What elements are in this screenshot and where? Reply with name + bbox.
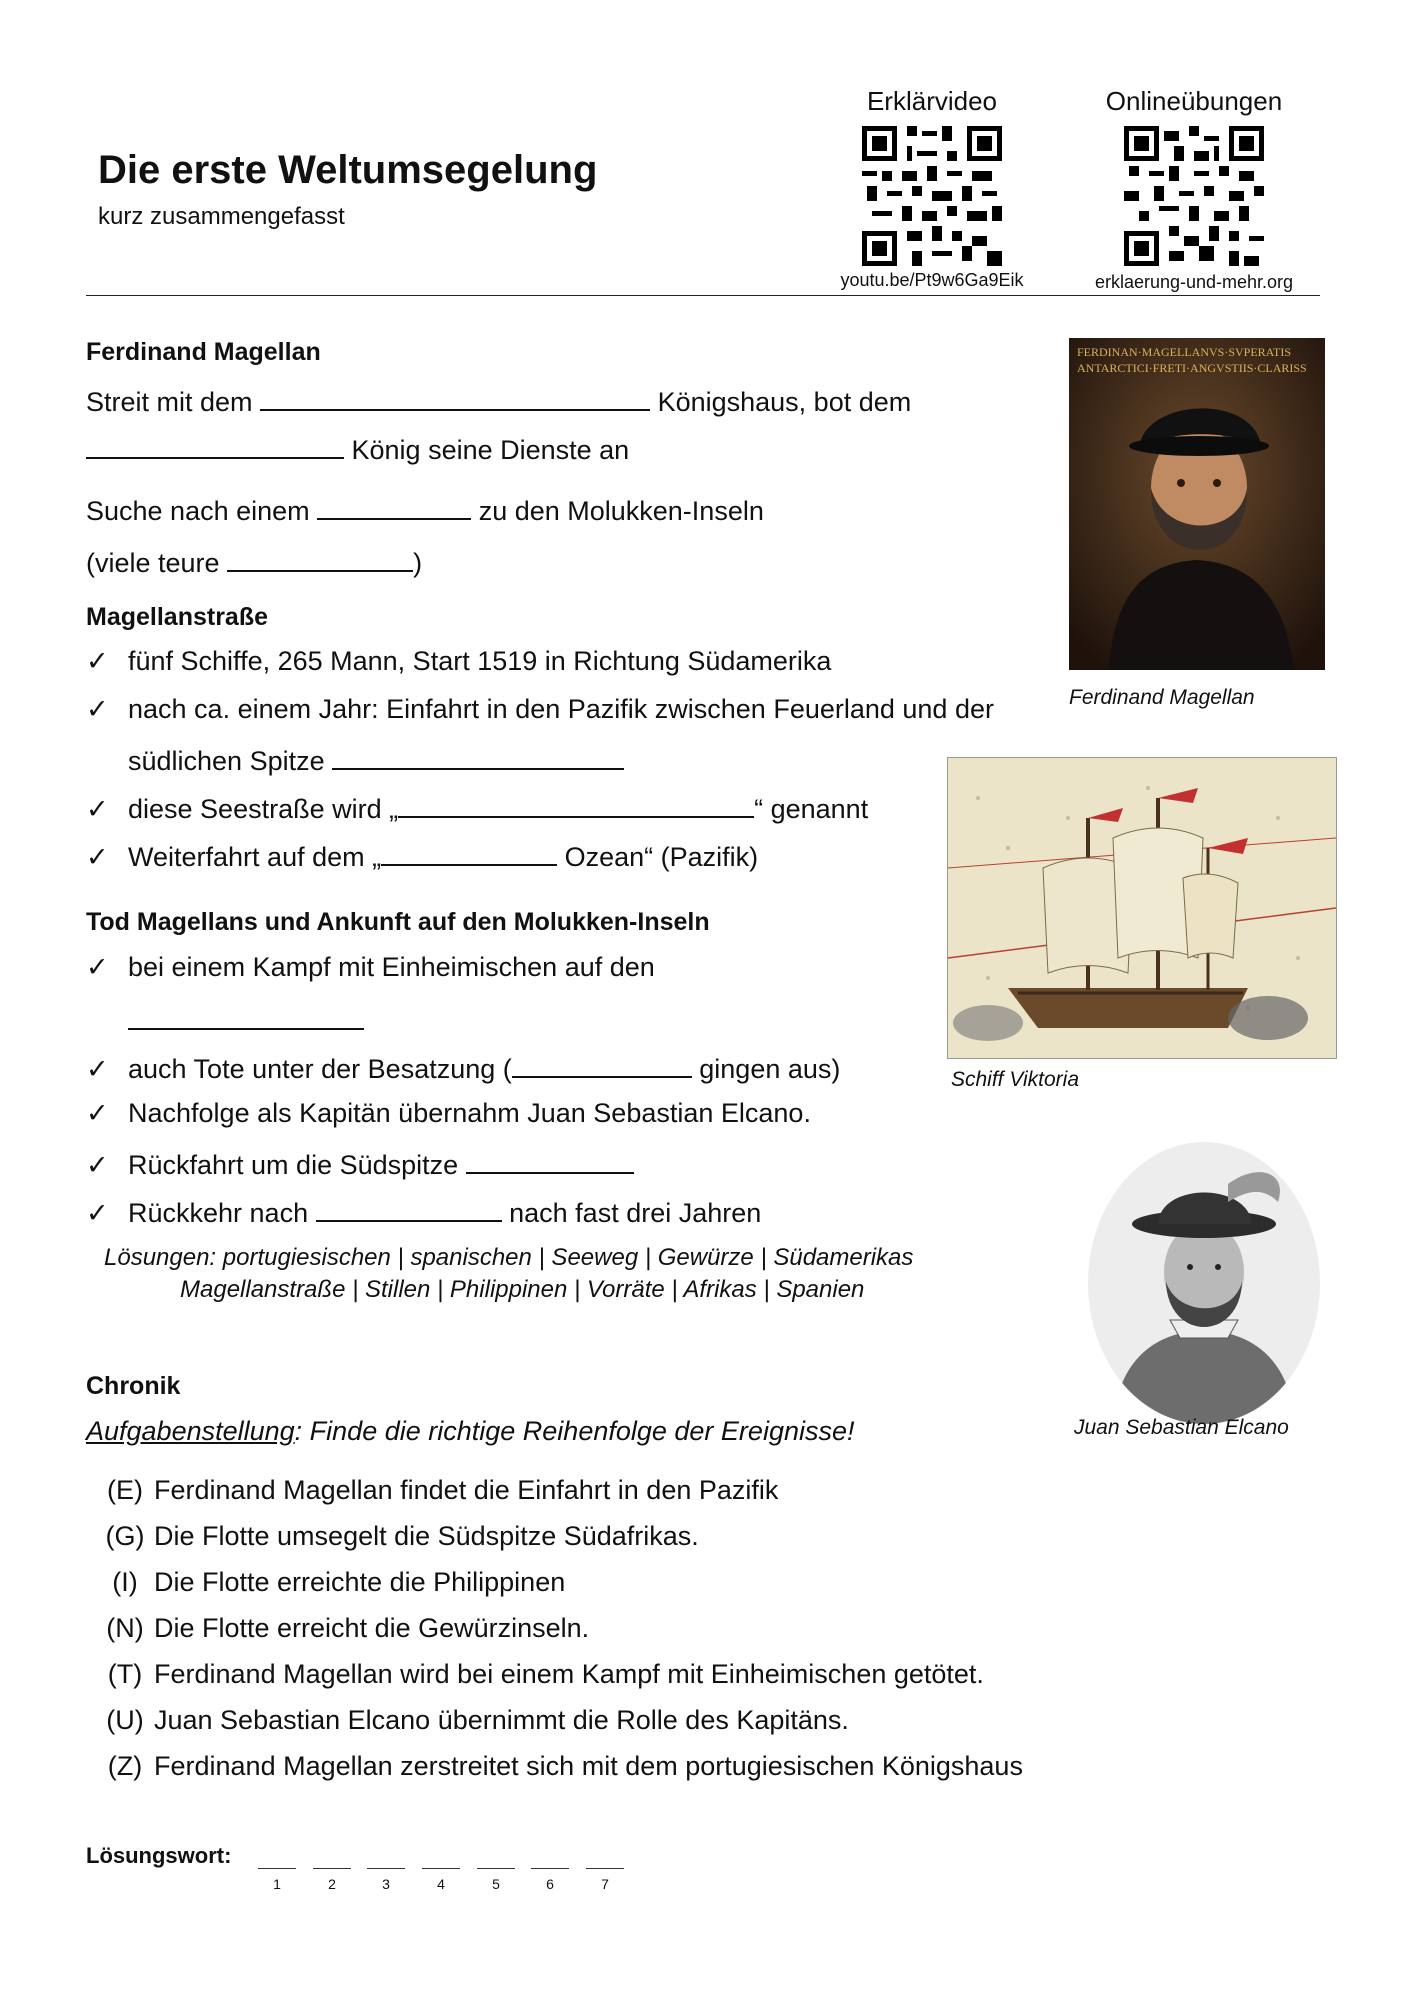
magellan-line-1: Streit mit dem Königshaus, bot dem (86, 387, 912, 417)
section-heading-magellan: Ferdinand Magellan (86, 338, 321, 366)
list-item: ✓ fünf Schiffe, 265 Mann, Start 1519 in Richtung Südamerika (86, 646, 832, 676)
solution-slot[interactable] (422, 1868, 460, 1869)
blank-field[interactable] (260, 385, 650, 411)
magellan-line-4: (viele teure ) (86, 548, 423, 578)
list-item-continuation (128, 1004, 364, 1035)
slot-number: 6 (546, 1876, 554, 1892)
portrait-inscription-2: ANTARCTICI·FRETI·ANGVSTIIS·CLARISS (1077, 361, 1307, 375)
solutions-line-2: Magellanstraße | Stillen | Philippinen | Vorräte | Afrikas | Spanien (180, 1276, 865, 1303)
qr-video-label: Erklärvideo (866, 86, 998, 116)
section-heading-chronik: Chronik (86, 1372, 181, 1400)
solution-word-label: Lösungswort: (86, 1843, 232, 1868)
checkmark-icon: ✓ (86, 794, 109, 824)
list-item: ✓ Rückfahrt um die Südspitze (86, 1148, 634, 1179)
blank-field[interactable] (317, 494, 471, 520)
list-item: ✓ bei einem Kampf mit Einheimischen auf den (86, 952, 655, 982)
page-subtitle: kurz zusammengefasst (98, 203, 345, 230)
solution-slot[interactable] (313, 1868, 351, 1869)
checkmark-icon: ✓ (86, 646, 109, 676)
event-item[interactable]: (U) Juan Sebastian Elcano übernimmt die Rolle des Kapitäns. (106, 1705, 849, 1735)
portrait-inscription-1: FERDINAN·MAGELLANVS·SVPERATIS (1077, 345, 1292, 359)
qr-exercise-label: Onlineübungen (1105, 86, 1283, 116)
blank-field[interactable] (512, 1052, 692, 1078)
caption-elcano: Juan Sebastian Elcano (1074, 1416, 1289, 1439)
list-item: ✓ auch Tote unter der Besatzung ( gingen aus) (86, 1054, 841, 1084)
slot-number: 1 (273, 1876, 281, 1892)
elcano-portrait (1088, 1142, 1320, 1424)
solution-slot[interactable] (477, 1868, 515, 1869)
caption-ship: Schiff Viktoria (951, 1068, 1079, 1091)
list-item: ✓ diese Seestraße wird „ “ genannt (86, 794, 869, 824)
ship-viktoria-image (947, 757, 1337, 1059)
solutions-line-1: Lösungen: portugiesischen | spanischen | Seeweg | Gewürze | Südamerikas (104, 1244, 914, 1271)
event-item[interactable]: (Z) Ferdinand Magellan zerstreitet sich mit dem portugiesischen Königshaus (107, 1751, 1023, 1781)
section-heading-death: Tod Magellans und Ankunft auf den Molukken-Inseln (86, 908, 710, 936)
solution-slot[interactable] (586, 1868, 624, 1869)
qr-code-exercise-icon[interactable] (1124, 126, 1264, 266)
checkmark-icon: ✓ (86, 1150, 109, 1180)
slot-number: 7 (601, 1876, 609, 1892)
list-item-continuation: südlichen Spitze (128, 744, 624, 775)
caption-magellan: Ferdinand Magellan (1069, 686, 1255, 709)
event-item[interactable]: (T) Ferdinand Magellan wird bei einem Kampf mit Einheimischen getötet. (107, 1659, 984, 1689)
list-item: ✓ nach ca. einem Jahr: Einfahrt in den Pazifik zwischen Feuerland und der (86, 694, 994, 724)
checkmark-icon: ✓ (86, 842, 109, 872)
slot-number: 5 (492, 1876, 500, 1892)
checkmark-icon: ✓ (86, 694, 109, 724)
list-item: ✓ Nachfolge als Kapitän übernahm Juan Sebastian Elcano. (86, 1098, 811, 1128)
ship-illustration (948, 758, 1336, 1058)
task-instruction: Aufgabenstellung: Finde die richtige Reihenfolge der Ereignisse! (86, 1416, 855, 1446)
blank-field[interactable] (128, 1004, 364, 1030)
slot-number: 2 (328, 1876, 336, 1892)
magellan-line-3: Suche nach einem zu den Molukken-Inseln (86, 496, 764, 526)
blank-field[interactable] (466, 1148, 634, 1174)
blank-field[interactable] (316, 1196, 502, 1222)
list-item: ✓ Weiterfahrt auf dem „ Ozean“ (Pazifik) (86, 842, 759, 872)
list-item: ✓ Rückkehr nach nach fast drei Jahren (86, 1198, 762, 1228)
page-title: Die erste Weltumsegelung (98, 148, 598, 192)
blank-field[interactable] (381, 840, 557, 866)
checkmark-icon: ✓ (86, 952, 109, 982)
solution-slot[interactable] (367, 1868, 405, 1869)
event-item[interactable]: (I) Die Flotte erreichte die Philippinen (112, 1567, 566, 1597)
magellan-portrait (1069, 338, 1325, 670)
elcano-portrait-image (1088, 1142, 1320, 1424)
magellan-line-2: König seine Dienste an (86, 433, 629, 464)
blank-field[interactable] (332, 744, 624, 770)
header-divider (86, 295, 1320, 296)
slot-number: 4 (437, 1876, 445, 1892)
qr-exercise-url[interactable]: erklaerung-und-mehr.org (1094, 272, 1294, 292)
solution-slot[interactable] (531, 1868, 569, 1869)
section-heading-strait: Magellanstraße (86, 603, 269, 631)
event-item[interactable]: (G) Die Flotte umsegelt die Südspitze Südafrikas. (105, 1521, 699, 1551)
solution-slot[interactable] (258, 1868, 296, 1869)
event-item[interactable]: (E) Ferdinand Magellan findet die Einfahrt in den Pazifik (107, 1475, 779, 1505)
slot-number: 3 (382, 1876, 390, 1892)
blank-field[interactable] (227, 546, 413, 572)
checkmark-icon: ✓ (86, 1098, 109, 1128)
blank-field[interactable] (398, 792, 754, 818)
magellan-portrait-image (1069, 338, 1325, 670)
checkmark-icon: ✓ (86, 1054, 109, 1084)
qr-video-url[interactable]: youtu.be/Pt9w6Ga9Eik (840, 270, 1024, 290)
qr-code-video-icon[interactable] (862, 126, 1002, 266)
event-item[interactable]: (N) Die Flotte erreicht die Gewürzinseln. (106, 1613, 590, 1643)
checkmark-icon: ✓ (86, 1198, 109, 1228)
blank-field[interactable] (86, 433, 344, 459)
